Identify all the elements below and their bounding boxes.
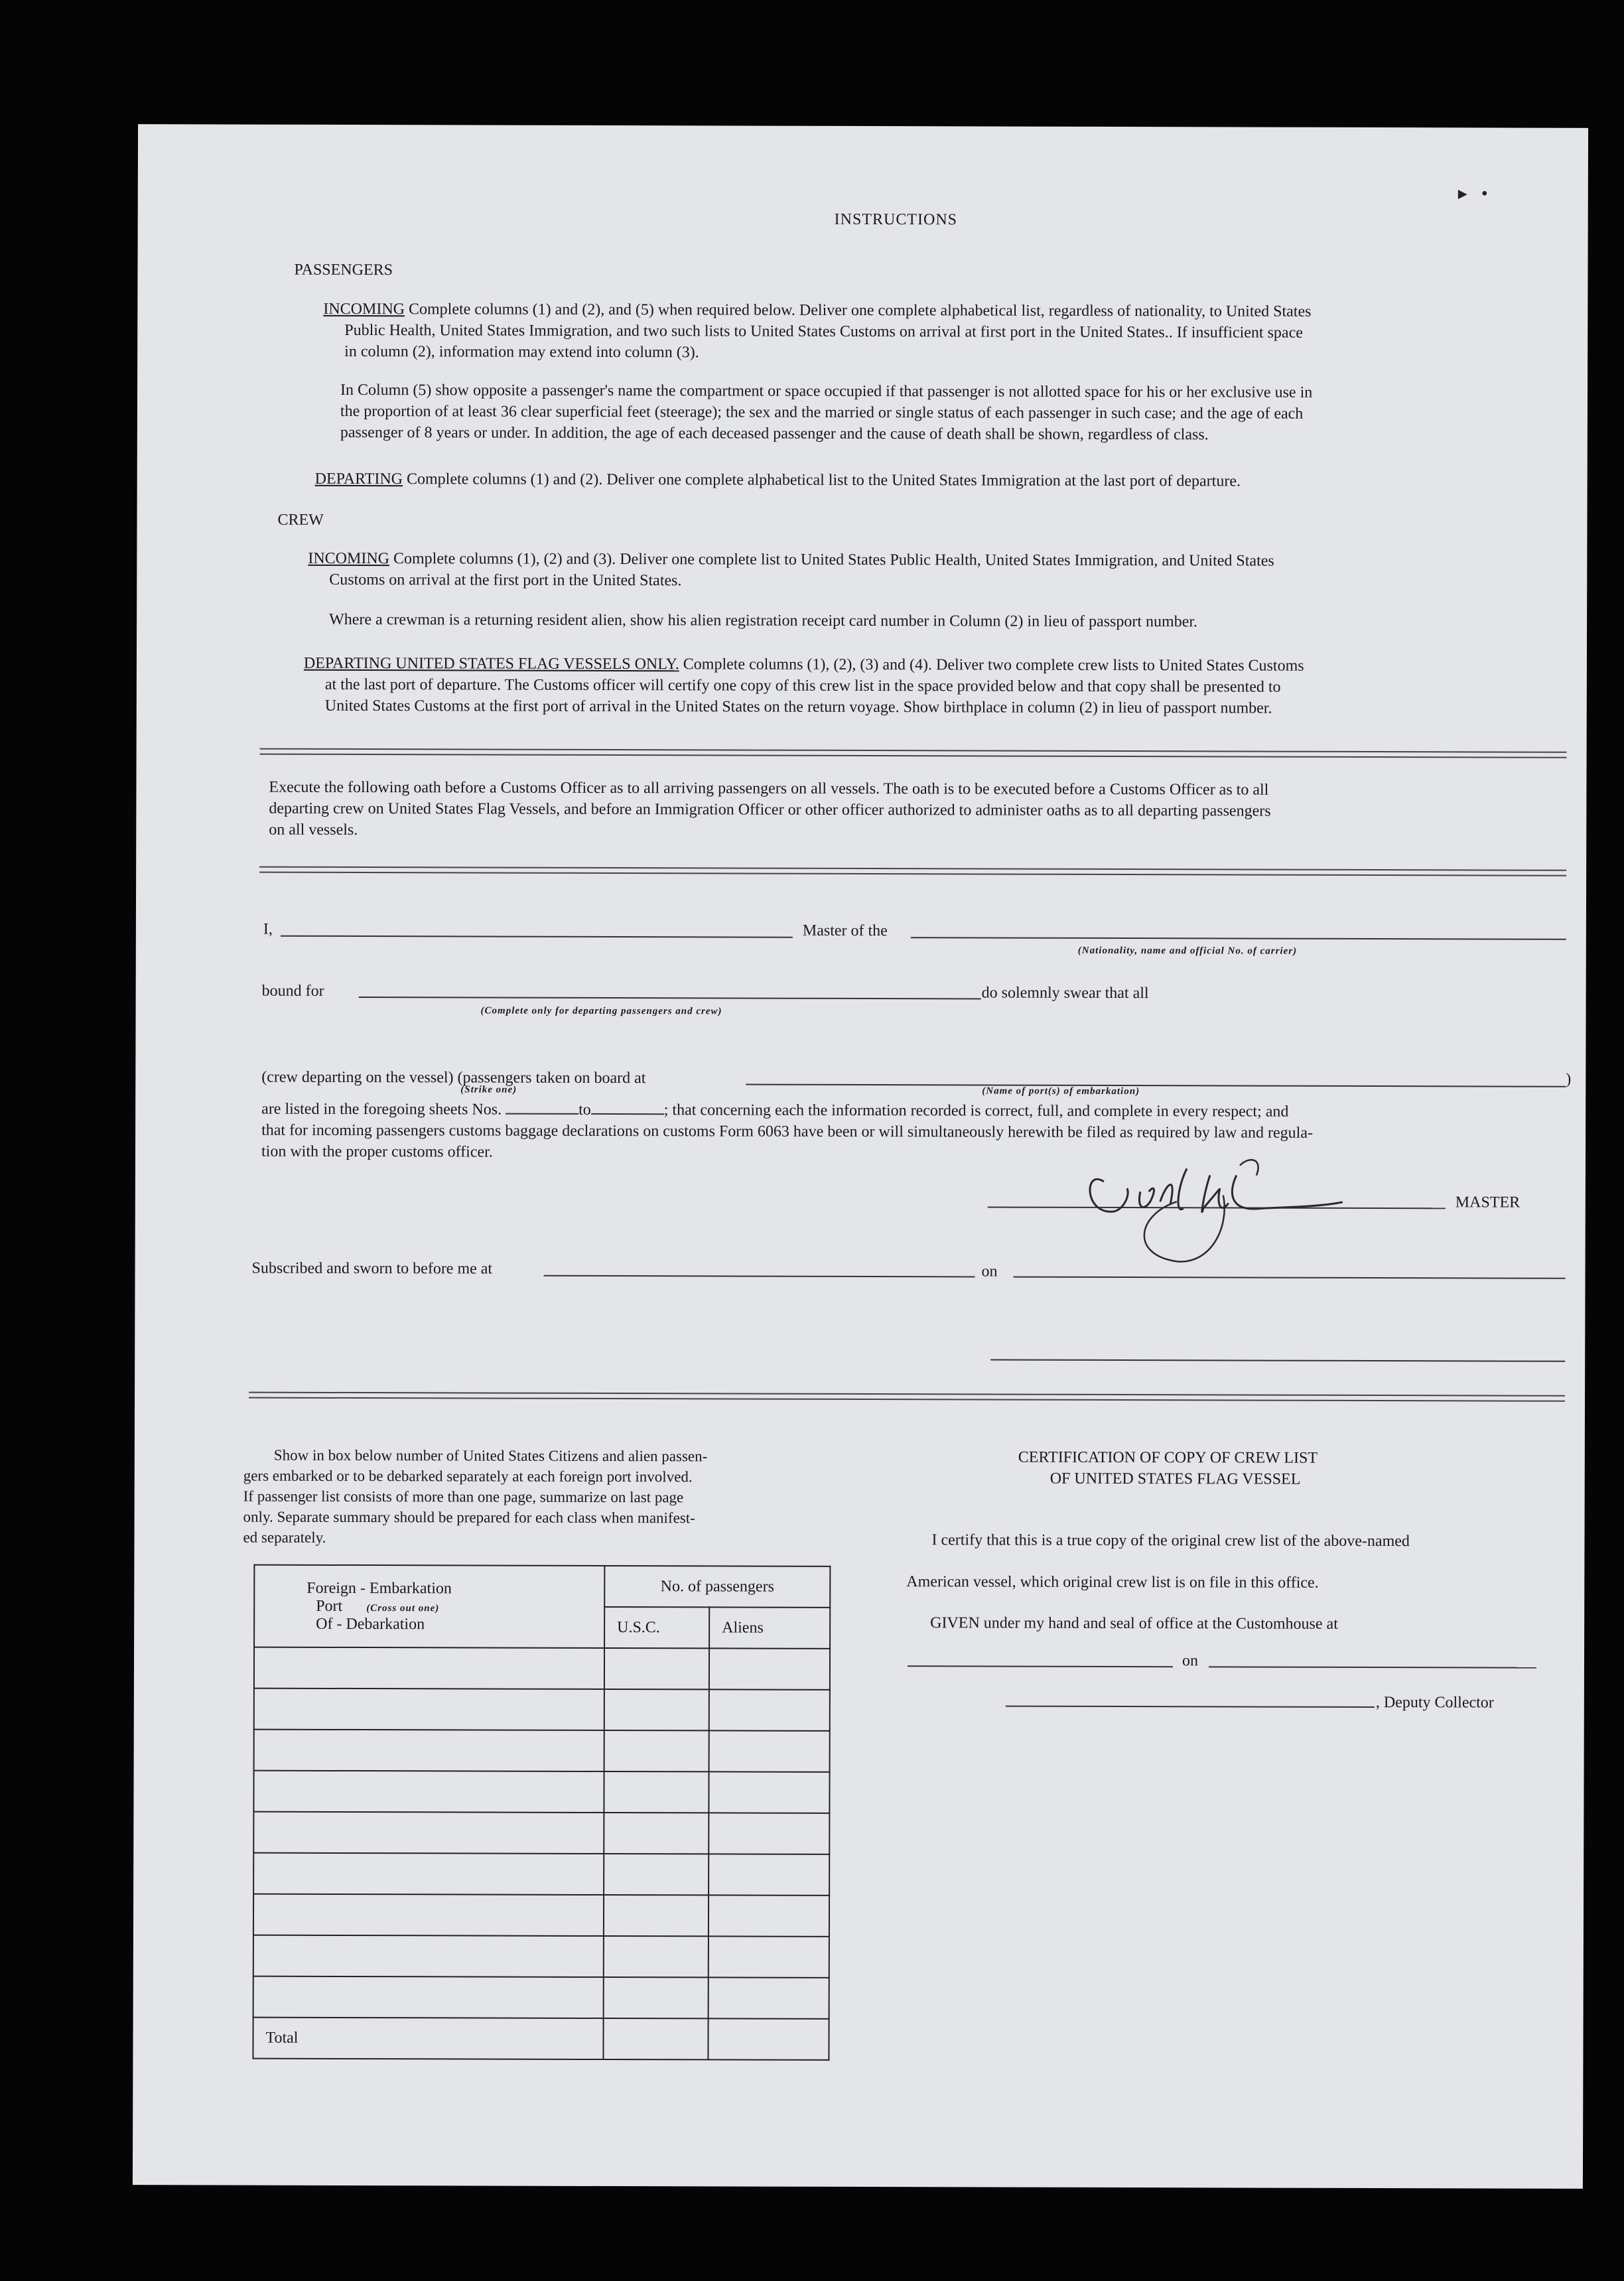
passengers-incoming-paragraph — [323, 299, 1557, 366]
cert-title-line1: CERTIFICATION OF COPY OF CREW LIST — [1018, 1448, 1318, 1467]
sheet-to-field[interactable] — [591, 1100, 664, 1115]
oath-intro-line3: on all vessels. — [269, 821, 358, 839]
sworn-location-field[interactable] — [544, 1275, 975, 1278]
col-usc-header: U.S.C. — [604, 1607, 709, 1648]
aliens-cell[interactable] — [709, 1771, 829, 1813]
oath-intro-line1: Execute the following oath before a Customs Officer as to all arriving passengers on all vessels. The oath is to be executed before a Customs Officer as to all — [269, 778, 1269, 799]
nationality-caption: (Nationality, name and official No. of carrier) — [1077, 945, 1298, 957]
usc-cell[interactable] — [604, 1730, 709, 1771]
passenger-summary-table — [252, 1564, 831, 2061]
col5-line2: the proportion of at least 36 clear superficial feet (steerage); the sex and the married or single status of each passenger in such case; and the age of each — [340, 402, 1304, 423]
summary-row — [253, 1894, 829, 1937]
aliens-cell[interactable] — [709, 1813, 829, 1854]
corner-mark: ▸ • — [1457, 183, 1488, 204]
summary-line5: ed separately. — [243, 1529, 326, 1546]
deputy-collector-signature-field[interactable] — [1006, 1706, 1375, 1708]
port-cell[interactable] — [254, 1730, 604, 1771]
incoming-line1: Complete columns (1) and (2), and (5) when required below. Deliver one complete alphabetical list, regardless of nationality, to United States — [408, 301, 1312, 320]
bound-for-label: bound for — [261, 982, 324, 1000]
subscribed-label: Subscribed and sworn to before me at — [251, 1259, 493, 1278]
listed-text-b: ; that concerning each the information recorded is correct, full, and complete in every respect; and — [663, 1101, 1289, 1121]
summary-row — [254, 1689, 830, 1731]
listed-text-to: to — [578, 1101, 591, 1119]
port-cell[interactable] — [253, 1976, 604, 2018]
aliens-cell[interactable] — [709, 1730, 830, 1771]
summary-row — [253, 1976, 829, 2019]
summary-row — [253, 1935, 829, 1978]
passengers-heading: PASSENGERS — [294, 261, 393, 279]
sworn-on-label: on — [981, 1263, 998, 1280]
summary-line3: If passenger list consists of more than one page, summarize on last page — [243, 1487, 684, 1506]
crew-incoming-line1: Complete columns (1), (2) and (3). Deliver one complete list to United States Public Health, United States Immigration, and United States — [393, 550, 1274, 570]
crew-incoming-line2: Customs on arrival at the first port in the United States. — [329, 571, 682, 590]
divider-1 — [260, 748, 1567, 758]
summary-total-row — [253, 2018, 829, 2060]
usc-cell[interactable] — [604, 1648, 709, 1689]
master-label: MASTER — [1455, 1194, 1521, 1211]
oath-intro-line2: departing crew on United States Flag Vessels, and before an Immigration Officer or other officer authorized to administer oaths as to all departing passengers — [269, 799, 1271, 820]
deputy-collector-label: , Deputy Collector — [1375, 1694, 1494, 1712]
column5-paragraph — [340, 380, 1574, 447]
port-cell[interactable] — [254, 1689, 604, 1730]
total-label: Total — [253, 2018, 603, 2059]
cert-title-line2: OF UNITED STATES FLAG VESSEL — [1049, 1470, 1301, 1488]
customhouse-location-field[interactable] — [908, 1665, 1173, 1667]
departing-text: Complete columns (1) and (2). Deliver one complete alphabetical list to the United States Immigration at the last port of departure. — [406, 470, 1241, 490]
incoming-label: INCOMING — [323, 300, 405, 318]
master-name-field[interactable] — [281, 935, 793, 938]
departing-label: DEPARTING — [314, 470, 403, 488]
usc-cell[interactable] — [604, 1936, 709, 1977]
crew-departing-line3: United States Customs at the first port of arrival in the United States on the return voyage. Show birthplace in column (2) in lieu of passport number. — [324, 697, 1272, 717]
cert-line2: American vessel, which original crew list is on file in this office. — [906, 1573, 1319, 1592]
oath-i-label: I, — [263, 920, 273, 938]
form-sheet — [133, 124, 1588, 2189]
summary-row — [253, 1853, 829, 1896]
crew-departing-label: DEPARTING UNITED STATES FLAG VESSELS ONLY. — [303, 654, 679, 673]
crew-departing-line1: Complete columns (1), (2), (3) and (4). Deliver two complete crew lists to United States Customs — [683, 656, 1304, 675]
swear-text: do solemnly swear that all — [981, 984, 1149, 1002]
total-usc-cell[interactable] — [603, 2018, 708, 2059]
cert-date-field[interactable] — [1209, 1666, 1536, 1668]
aliens-cell[interactable] — [709, 1854, 829, 1895]
listed-line2: that for incoming passengers customs baggage declarations on customs Form 6063 have been or will simultaneously herewith be filed as required by law and regula- — [261, 1121, 1314, 1142]
usc-cell[interactable] — [604, 1895, 709, 1936]
summary-row — [253, 1812, 829, 1854]
summary-row — [253, 1771, 829, 1813]
port-cell[interactable] — [254, 1647, 604, 1689]
carrier-field[interactable] — [911, 937, 1566, 940]
cert-on-label: on — [1182, 1652, 1199, 1670]
listed-text-a: are listed in the foregoing sheets Nos. — [261, 1100, 502, 1119]
passengers-departing-paragraph — [315, 468, 1576, 493]
officer-signature-field[interactable] — [990, 1359, 1565, 1362]
crew-heading: CREW — [277, 511, 324, 529]
col5-line3: passenger of 8 years or under. In addition, the age of each deceased passenger and the cause of death shall be shown, regardless of class. — [340, 423, 1209, 444]
crew-incoming-label: INCOMING — [308, 549, 390, 568]
col5-line1: In Column (5) show opposite a passenger's name the compartment or space occupied if that passenger is not allotted space for his or her exclusive use in — [340, 381, 1313, 401]
usc-cell[interactable] — [604, 1854, 709, 1895]
complete-only-caption: (Complete only for departing passengers and crew) — [480, 1005, 722, 1017]
port-cell[interactable] — [253, 1935, 604, 1977]
sheet-from-field[interactable] — [506, 1100, 578, 1115]
instructions-title: INSTRUCTIONS — [834, 210, 958, 229]
ports-caption: (Name of port(s) of embarkation) — [982, 1085, 1140, 1097]
aliens-cell[interactable] — [709, 1895, 829, 1936]
col-port-line3: Of - Debarkation — [316, 1615, 425, 1633]
col-passengers-header: No. of passengers — [604, 1566, 830, 1608]
divider-3 — [249, 1392, 1565, 1402]
aliens-cell[interactable] — [709, 1689, 830, 1730]
total-aliens-cell[interactable] — [708, 2018, 829, 2059]
col-aliens-header: Aliens — [709, 1607, 830, 1648]
cert-line1: I certify that this is a true copy of the original crew list of the above-named — [931, 1531, 1410, 1551]
sworn-date-field[interactable] — [1014, 1277, 1566, 1279]
aliens-cell[interactable] — [709, 1936, 829, 1977]
summary-row — [254, 1647, 830, 1690]
summary-line1: Show in box below number of United States Citizens and alien passen- — [273, 1446, 708, 1465]
embarkation-ports-field[interactable] — [746, 1084, 1566, 1087]
crew-incoming-paragraph — [308, 548, 1568, 594]
col-port-line2-b: (Cross out one) — [366, 1602, 440, 1614]
usc-cell[interactable] — [604, 1689, 709, 1730]
usc-cell[interactable] — [604, 1771, 709, 1813]
incoming-line2: Public Health, United States Immigration, and two such lists to United States Customs on arrival at first port in the United States.. If insufficient space — [344, 321, 1303, 342]
col-port-line1: Foreign - Embarkation — [306, 1579, 452, 1597]
master-of-label: Master of the — [802, 922, 888, 940]
crew-departing-line2: at the last port of departure. The Customs officer will certify one copy of this crew list in the space provided below and that copy shall be presented to — [324, 675, 1281, 696]
oath-intro-paragraph — [269, 777, 1569, 844]
close-paren: ) — [1566, 1070, 1572, 1088]
port-cell[interactable] — [253, 1894, 604, 1936]
summary-line2: gers embarked or to be debarked separately at each foreign port involved. — [243, 1467, 693, 1486]
bound-for-field[interactable] — [359, 997, 981, 999]
incoming-line3: in column (2), information may extend into column (3). — [344, 342, 699, 362]
usc-cell[interactable] — [604, 1813, 709, 1854]
crew-resident-text: Where a crewman is a returning resident alien, show his alien registration receipt card number in Column (2) in lieu of passport number. — [329, 610, 1198, 631]
summary-row — [254, 1730, 830, 1772]
summary-line4: only. Separate summary should be prepared for each class when manifest- — [243, 1508, 695, 1527]
strike-one-caption: (Strike one) — [460, 1084, 517, 1095]
port-cell[interactable] — [253, 1853, 604, 1895]
port-cell[interactable] — [253, 1771, 604, 1813]
cert-line3: GIVEN under my hand and seal of office at the Customhouse at — [930, 1614, 1338, 1633]
crew-resident-paragraph — [329, 609, 1590, 634]
crew-departing-paragraph — [304, 653, 1584, 720]
listed-line3: tion with the proper customs officer. — [261, 1142, 493, 1161]
aliens-cell[interactable] — [709, 1648, 830, 1689]
col-port-header — [254, 1565, 604, 1648]
aliens-cell[interactable] — [709, 1977, 829, 2018]
usc-cell[interactable] — [604, 1977, 709, 2018]
listed-paragraph — [261, 1099, 1575, 1166]
divider-2 — [259, 866, 1566, 876]
summary-instructions — [243, 1445, 827, 1549]
port-cell[interactable] — [253, 1812, 604, 1854]
master-signature — [1077, 1129, 1357, 1275]
col-port-line2-a: Port — [316, 1597, 343, 1615]
crew-departing-text: (crew departing on the vessel) (passengers taken on board at — [261, 1068, 646, 1087]
